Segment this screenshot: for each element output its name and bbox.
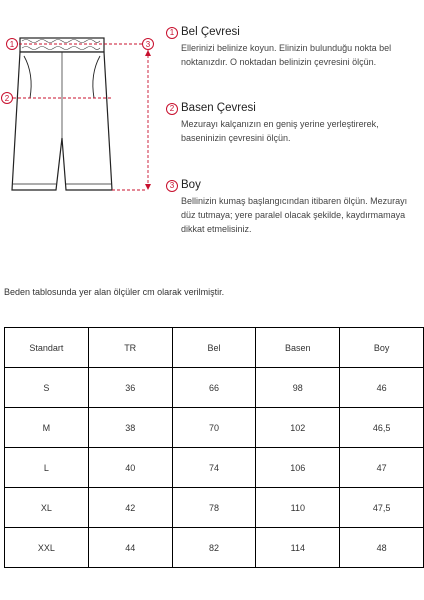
shorts-diagram bbox=[0, 28, 160, 198]
marker-hip: 2 bbox=[1, 92, 13, 104]
instruction-number: 1 bbox=[166, 27, 178, 39]
table-cell: 66 bbox=[172, 368, 256, 408]
instruction-number: 3 bbox=[166, 180, 178, 192]
table-cell: 70 bbox=[172, 408, 256, 448]
instruction-length bbox=[166, 180, 416, 244]
instruction-number: 2 bbox=[166, 103, 178, 115]
instruction-body: Mezurayı kalçanızın en geniş yerine yerleştirerek, baseninizin çevresini ölçün. bbox=[181, 119, 379, 143]
units-note: Beden tablosunda yer alan ölçüler cm olarak verilmiştir. bbox=[4, 287, 225, 297]
table-cell: 46 bbox=[340, 368, 424, 408]
table-cell: L bbox=[5, 448, 89, 488]
instruction-title: Basen Çevresi bbox=[181, 102, 256, 114]
table-cell: 82 bbox=[172, 528, 256, 568]
table-row bbox=[5, 408, 424, 448]
table-row bbox=[5, 448, 424, 488]
header-cell: TR bbox=[88, 328, 172, 368]
header-cell: Boy bbox=[340, 328, 424, 368]
instruction-hip bbox=[166, 103, 416, 153]
table-cell: 106 bbox=[256, 448, 340, 488]
table-cell: S bbox=[5, 368, 89, 408]
table-cell: 102 bbox=[256, 408, 340, 448]
table-cell: M bbox=[5, 408, 89, 448]
table-cell: 48 bbox=[340, 528, 424, 568]
instruction-body: Bellinizin kumaş başlangıcından itibaren ölçün. Mezurayı düz tutmaya; yere paralel olacak şekilde, kaydırmamaya dikkat etmelisiniz. bbox=[181, 196, 408, 234]
table-cell: 98 bbox=[256, 368, 340, 408]
table-cell: 44 bbox=[88, 528, 172, 568]
table-row bbox=[5, 528, 424, 568]
marker-length: 3 bbox=[142, 38, 154, 50]
size-table bbox=[4, 327, 424, 568]
header-cell: Standart bbox=[5, 328, 89, 368]
instruction-waist bbox=[166, 27, 416, 77]
table-cell: 47 bbox=[340, 448, 424, 488]
marker-waist: 1 bbox=[6, 38, 18, 50]
table-cell: 78 bbox=[172, 488, 256, 528]
instruction-title: Bel Çevresi bbox=[181, 26, 240, 38]
table-cell: 36 bbox=[88, 368, 172, 408]
table-cell: 110 bbox=[256, 488, 340, 528]
table-cell: 38 bbox=[88, 408, 172, 448]
table-cell: XL bbox=[5, 488, 89, 528]
instruction-body: Ellerinizi belinize koyun. Elinizin bulunduğu nokta bel noktanızdır. O noktadan belinizin çevresini ölçün. bbox=[181, 43, 392, 67]
table-cell: 47,5 bbox=[340, 488, 424, 528]
table-header-row bbox=[5, 328, 424, 368]
table-cell: XXL bbox=[5, 528, 89, 568]
header-cell: Bel bbox=[172, 328, 256, 368]
table-row bbox=[5, 488, 424, 528]
table-cell: 114 bbox=[256, 528, 340, 568]
table-row bbox=[5, 368, 424, 408]
table-cell: 42 bbox=[88, 488, 172, 528]
table-cell: 46,5 bbox=[340, 408, 424, 448]
shorts-illustration bbox=[0, 28, 160, 198]
instruction-title: Boy bbox=[181, 179, 201, 191]
table-cell: 40 bbox=[88, 448, 172, 488]
header-cell: Basen bbox=[256, 328, 340, 368]
table-cell: 74 bbox=[172, 448, 256, 488]
